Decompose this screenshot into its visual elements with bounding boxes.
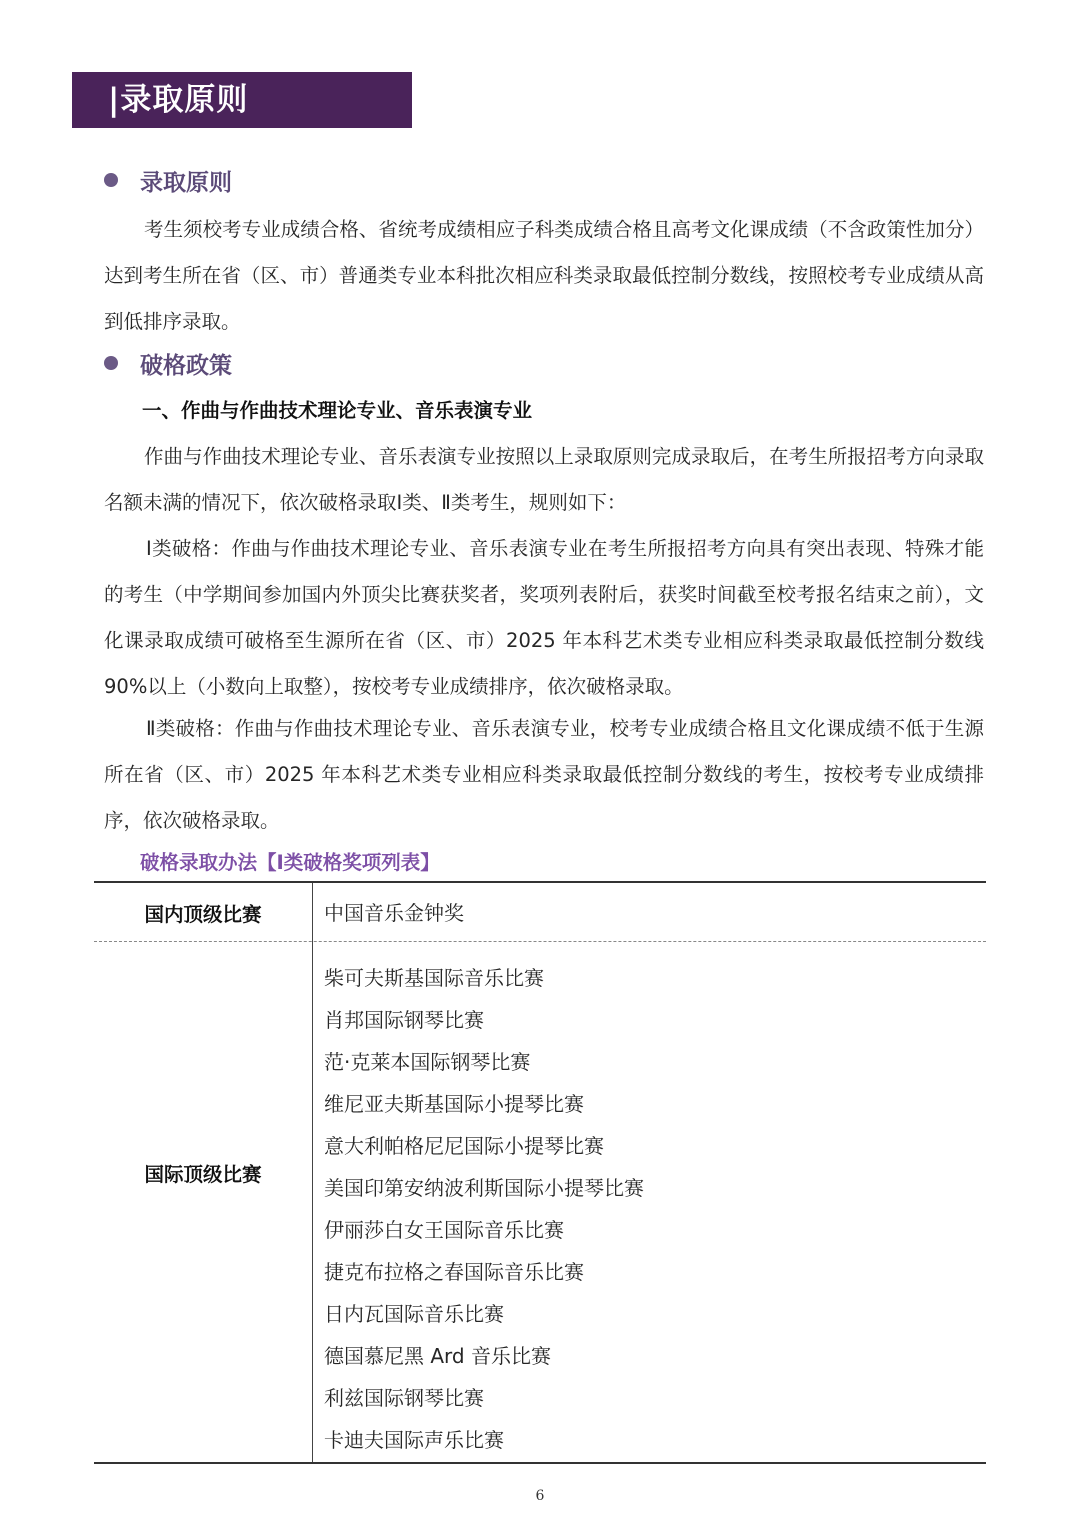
- award-item: 中国音乐金钟奖: [324, 901, 464, 925]
- international-award-list: [324, 957, 644, 1461]
- section-heading-admission: [104, 162, 232, 198]
- award-item: 维尼亚夫斯基国际小提琴比赛: [324, 1092, 584, 1116]
- award-table: [94, 881, 986, 1464]
- award-item: 利兹国际钢琴比赛: [324, 1386, 484, 1410]
- award-item: 范·克莱本国际钢琴比赛: [324, 1050, 531, 1074]
- award-item: 伊丽莎白女王国际音乐比赛: [324, 1218, 564, 1242]
- column-divider: [312, 883, 313, 1462]
- award-item: 卡迪夫国际声乐比赛: [324, 1428, 504, 1452]
- section-title: 录取原则: [140, 169, 232, 196]
- category-domestic: 国内顶级比赛: [144, 903, 262, 926]
- award-item: 捷克布拉格之春国际音乐比赛: [324, 1260, 584, 1284]
- table-title: 破格录取办法【Ⅰ类破格奖项列表】: [140, 851, 440, 874]
- section-title: 破格政策: [140, 352, 232, 379]
- award-item: 美国印第安纳波利斯国际小提琴比赛: [324, 1176, 644, 1200]
- class2-paragraph: Ⅱ类破格：作曲与作曲技术理论专业、音乐表演专业，校考专业成绩合格且文化课成绩不低于生源所在省（区、市）2025 年本科艺术类专业相应科类录取最低控制分数线的考生，按校考专业成绩排序，依次破格录取。: [104, 717, 984, 832]
- bullet-dot-icon: [104, 356, 118, 370]
- banner-title: |录取原则: [108, 82, 249, 118]
- subheading: 一、作曲与作曲技术理论专业、音乐表演专业: [142, 399, 533, 422]
- category-international: 国际顶级比赛: [144, 1163, 262, 1186]
- row-divider: [94, 941, 986, 942]
- award-item: 柴可夫斯基国际音乐比赛: [324, 966, 544, 990]
- award-item: 意大利帕格尼尼国际小提琴比赛: [324, 1134, 604, 1158]
- admission-paragraph: 考生须校考专业成绩合格、省统考成绩相应子科类成绩合格且高考文化课成绩（不含政策性加分）达到考生所在省（区、市）普通类专业本科批次相应科类录取最低控制分数线，按照校考专业成绩从高到低排序录取。: [104, 218, 984, 333]
- class1-paragraph: Ⅰ类破格：作曲与作曲技术理论专业、音乐表演专业在考生所报招考方向具有突出表现、特殊才能的考生（中学期间参加国内外顶尖比赛获奖者，奖项列表附后，获奖时间截至校考报名结束之前），文化课录取成绩可破格至生源所在省（区、市）2025 年本科艺术类专业相应科类录取最低控制分数线 90%以上（小数向上取整），按校考专业成绩排序，依次破格录取。: [104, 537, 984, 698]
- bullet-dot-icon: [104, 173, 118, 187]
- award-item: 肖邦国际钢琴比赛: [324, 1008, 484, 1032]
- exception-intro: 作曲与作曲技术理论专业、音乐表演专业按照以上录取原则完成录取后，在考生所报招考方向录取名额未满的情况下，依次破格录取Ⅰ类、Ⅱ类考生，规则如下：: [104, 445, 984, 514]
- page-number: 6: [535, 1488, 545, 1504]
- award-item: 日内瓦国际音乐比赛: [324, 1302, 504, 1326]
- award-item: 德国慕尼黑 Ard 音乐比赛: [324, 1344, 551, 1368]
- section-heading-exception: [104, 345, 232, 381]
